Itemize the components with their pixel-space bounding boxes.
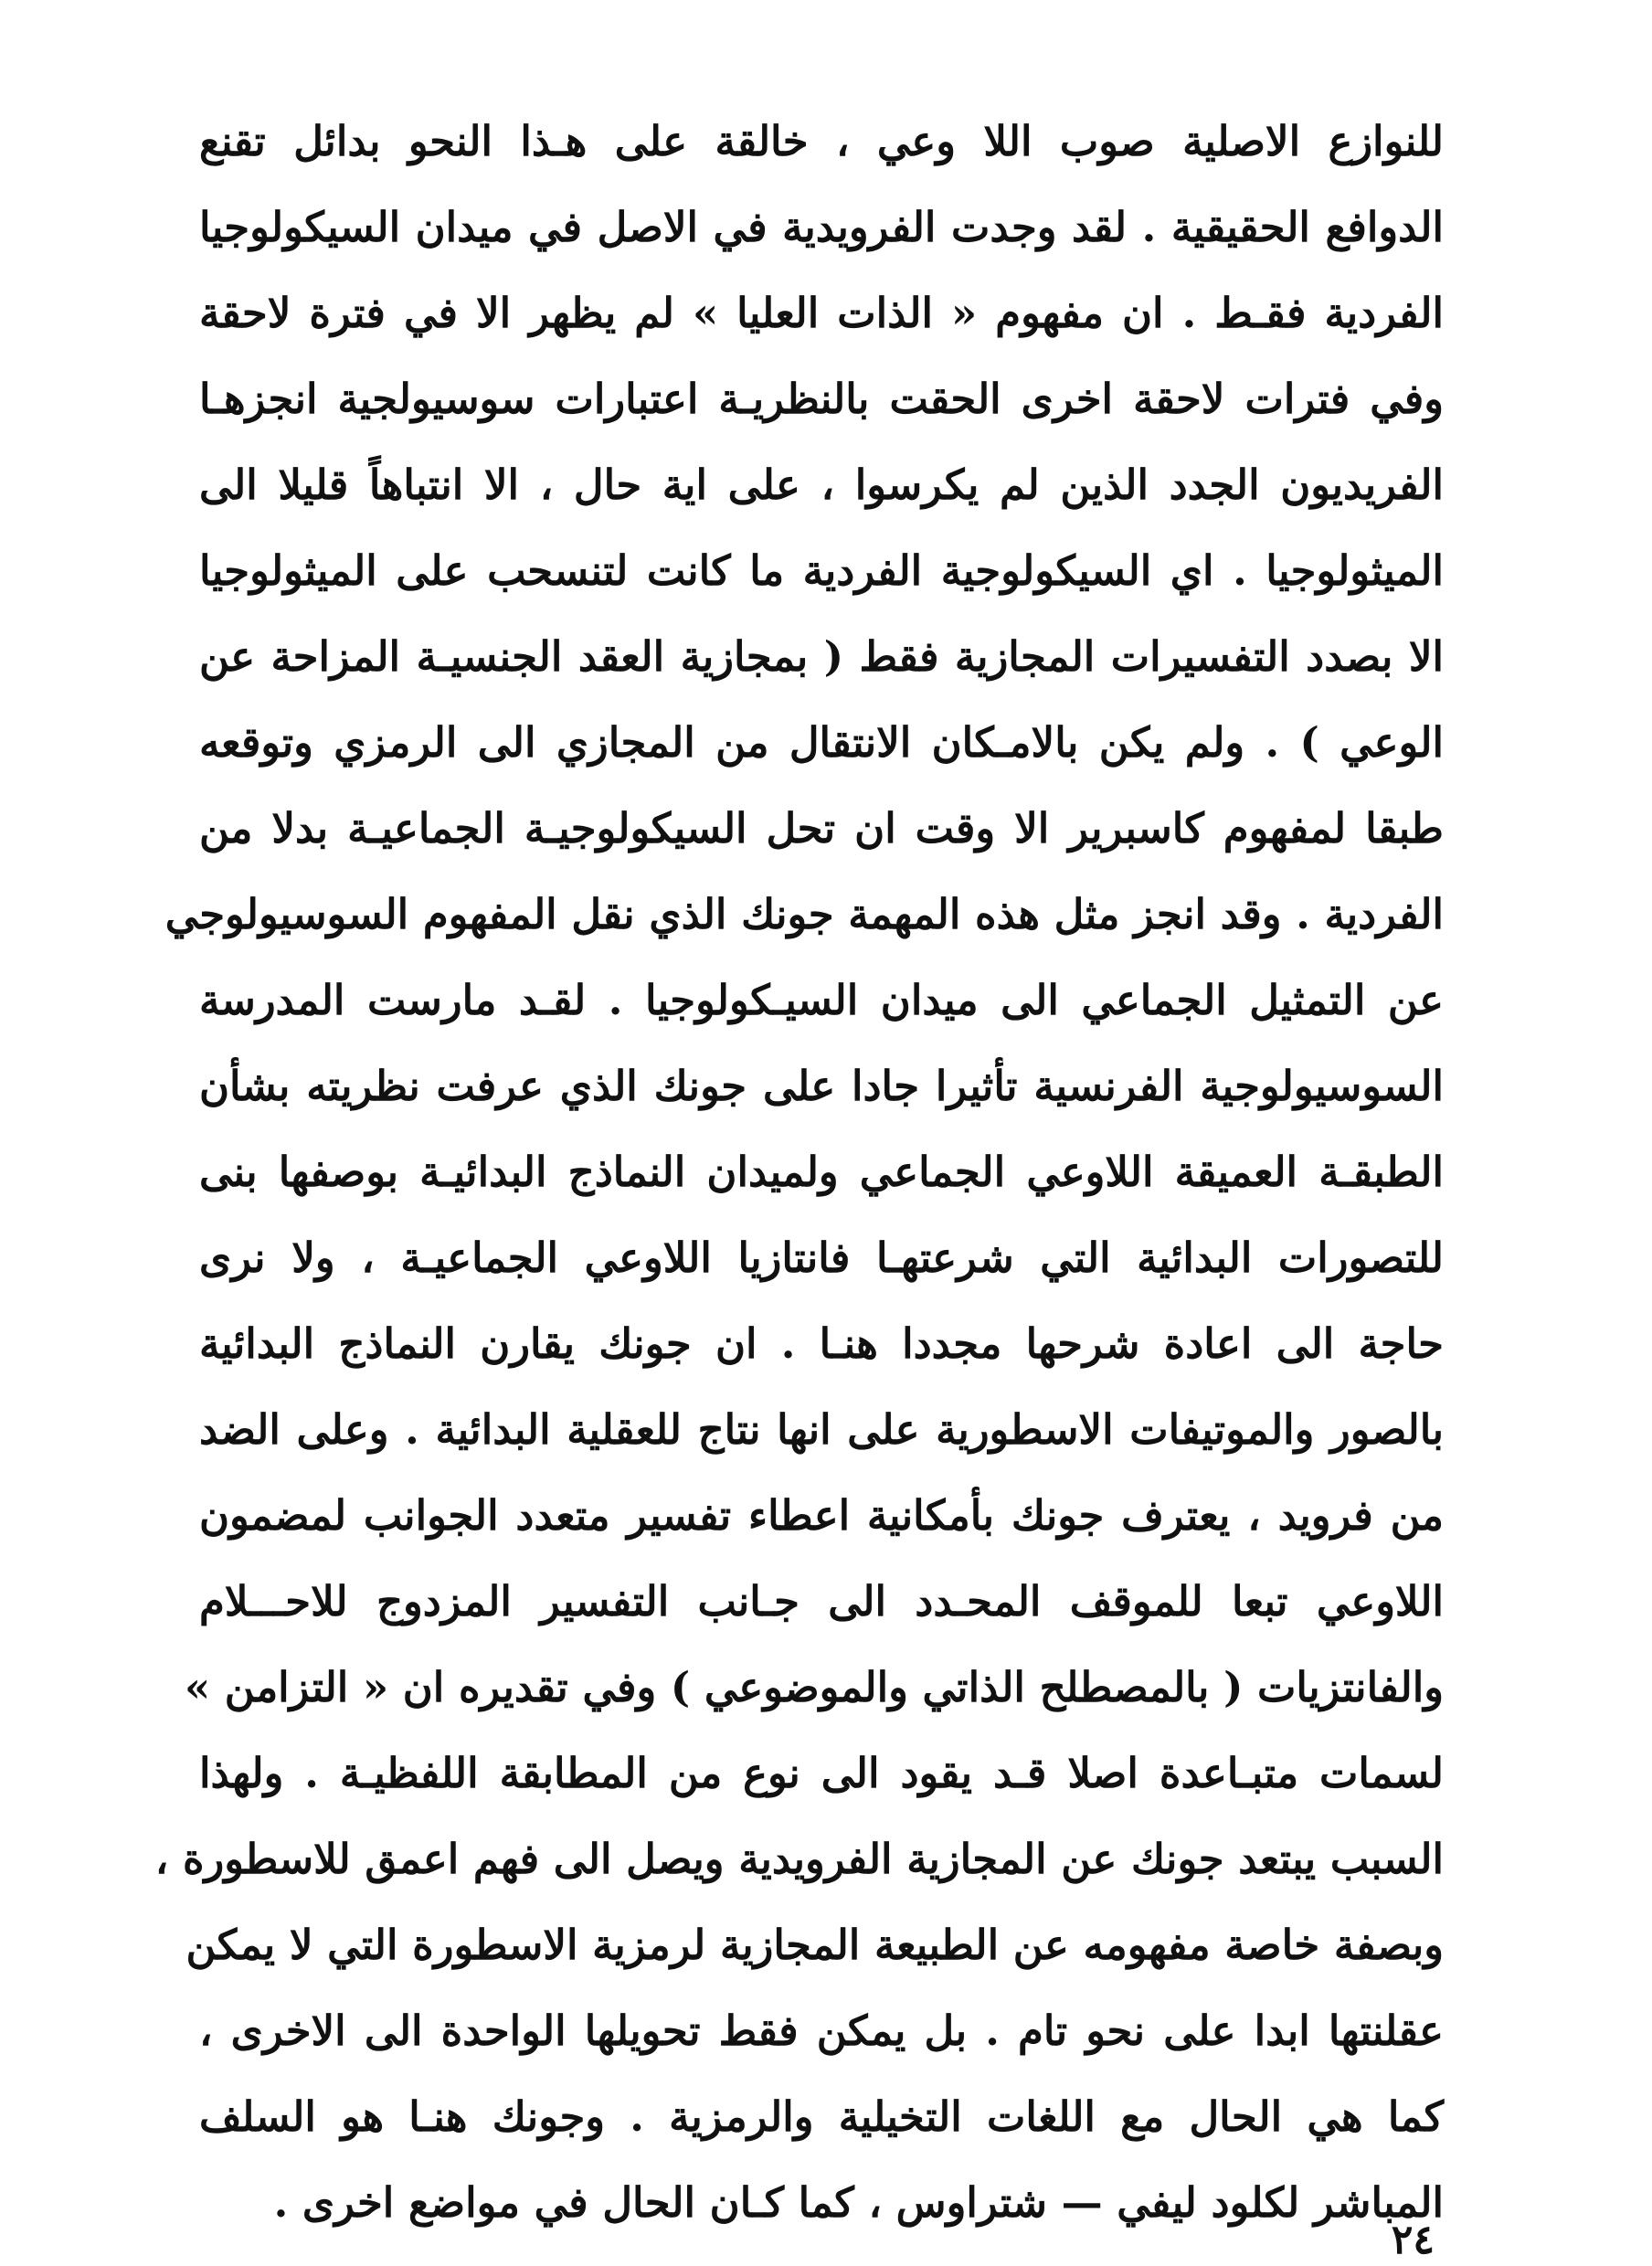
text-line: الا بصدد التفسيرات المجازية فقط ( بمجازية العقد الجنسيـة المزاحة عن <box>199 632 1444 681</box>
text-line: الفردية . وقد انجز مثل هذه المهمة جونك الذي نقل المفهوم السوسيولوجي <box>164 890 1444 938</box>
text-line: للنوازع الاصلية صوب اللا وعي ، خالقة على هـذا النحو بدائل تقنع <box>199 117 1444 165</box>
text-line: بالصور والموتيفات الاسطورية على انها نتاج للعقلية البدائية . وعلى الضد <box>199 1405 1444 1454</box>
text-line: وفي فترات لاحقة اخرى الحقت بالنظريـة اعتبارات سوسيولجية انجزهـا <box>199 375 1444 423</box>
body-text <box>154 99 1444 2246</box>
text-line: عقلنتها ابدا على نحو تام . بل يمكن فقط تحويلها الواحدة الى الاخرى ، <box>199 2007 1444 2055</box>
text-line: والفانتزيات ( بالمصطلح الذاتي والموضوعي ) وفي تقديره ان « التزامن » <box>185 1663 1444 1711</box>
text-line: الميثولوجيا . اي السيكولوجية الفردية ما كانت لتنسحب على الميثولوجيا <box>199 546 1444 595</box>
text-line: المباشر لكلود ليفي — شتراوس ، كما كـان الحال في مواضع اخرى . <box>273 2178 1444 2227</box>
text-line: من فرويد ، يعترف جونك بأمكانية اعطاء تفسير متعدد الجوانب لمضمون <box>199 1491 1444 1540</box>
text-line: الوعي ) . ولم يكن بالامـكان الانتقال من المجازي الى الرمزي وتوقعه <box>199 718 1444 767</box>
text-line: اللاوعي تبعا للموقف المحـدد الى جـانب التفسير المزدوج للاحـــلام <box>199 1577 1444 1625</box>
text-line: الطبقـة العميقة اللاوعي الجماعي ولميدان النماذج البدائيـة بوصفها بنى <box>199 1148 1444 1196</box>
page-number: ٢٤ <box>1391 2217 1435 2263</box>
text-line: طبقا لمفهوم كاسبرير الا وقت ان تحل السيكولوجيـة الجماعيـة بدلا من <box>199 804 1444 852</box>
text-line: حاجة الى اعادة شرحها مجددا هنـا . ان جونك يقارن النماذج البدائية <box>199 1319 1444 1368</box>
text-line: الفريديون الجدد الذين لم يكرسوا ، على اية حال ، الا انتباهاً قليلا الى <box>199 461 1444 509</box>
text-line: لسمات متبـاعدة اصلا قـد يقود الى نوع من المطابقة اللفظيـة . ولهذا <box>199 1749 1444 1797</box>
text-line: وبصفة خاصة مفهومه عن الطبيعة المجازية لرمزية الاسطورة التي لا يمكن <box>185 1921 1444 1969</box>
text-line: للتصورات البدائية التي شرعتهـا فانتازيا اللاوعي الجماعيـة ، ولا نرى <box>199 1234 1444 1282</box>
text-line: الدوافع الحقيقية . لقد وجدت الفرويدية في الاصل في ميدان السيكولوجيا <box>199 203 1444 251</box>
text-line: عن التمثيل الجماعي الى ميدان السيـكولوجيا . لقـد مارست المدرسة <box>199 976 1444 1024</box>
text-line: السبب يبتعد جونك عن المجازية الفرويدية ويصل الى فهم اعمق للاسطورة ، <box>154 1835 1444 1883</box>
text-line: السوسيولوجية الفرنسية تأثيرا جادا على جونك الذي عرفت نظريته بشأن <box>199 1062 1444 1110</box>
text-line: كما هي الحال مع اللغات التخيلية والرمزية . وجونك هنـا هو السلف <box>199 2092 1444 2141</box>
text-line: الفردية فقـط . ان مفهوم « الذات العليا » لم يظهر الا في فترة لاحقة <box>199 289 1444 337</box>
